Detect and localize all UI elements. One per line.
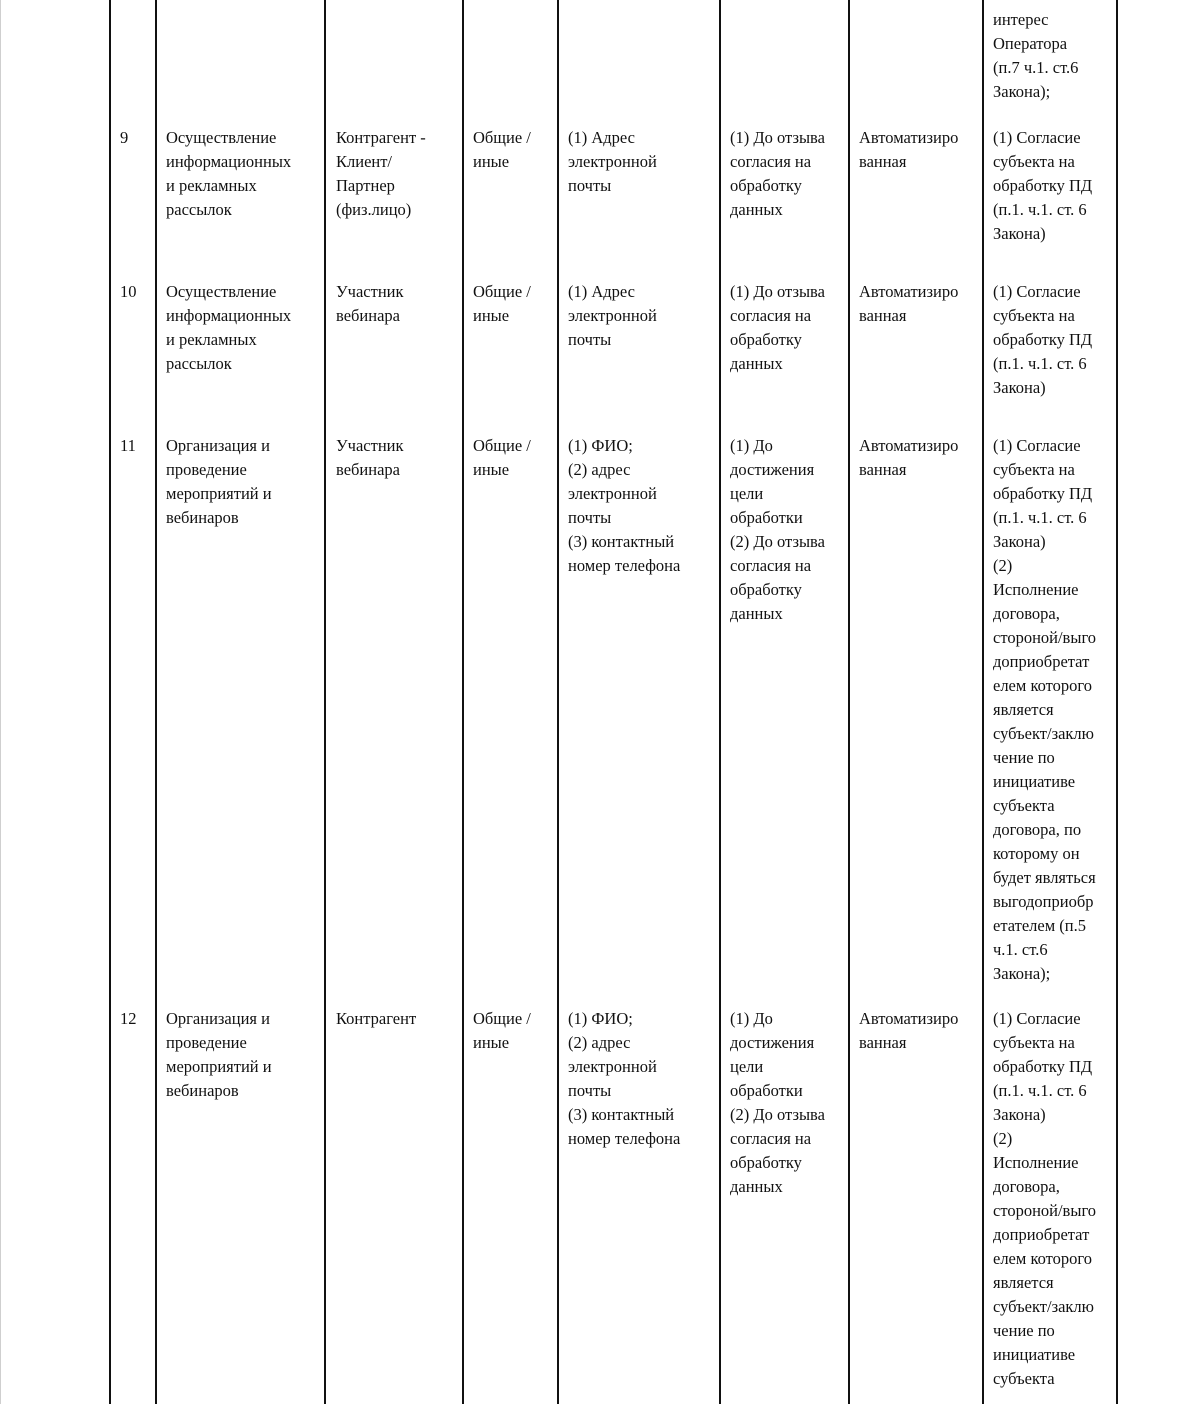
method-cell: Автоматизиро ванная xyxy=(859,436,959,479)
column-rule xyxy=(719,0,721,1404)
subject-cell: Контрагент xyxy=(336,1009,417,1028)
method-cell: Автоматизиро ванная xyxy=(859,282,959,325)
row-number: 9 xyxy=(120,128,129,147)
term-cell: (1) До отзыва согласия на обработку данных xyxy=(730,282,825,373)
purpose-cell: Организация и проведение мероприятий и вебинаров xyxy=(166,1009,272,1100)
method-cell: Автоматизиро ванная xyxy=(859,1009,959,1052)
legal-basis-cell: (1) Согласие субъекта на обработку ПД (п.1. ч.1. ст. 6 Закона) xyxy=(993,128,1093,243)
column-rule xyxy=(1116,0,1118,1404)
purpose-cell: Осуществление информационных и рекламных рассылок xyxy=(166,282,292,373)
method-cell: Автоматизиро ванная xyxy=(859,128,959,171)
subject-cell: Участник вебинара xyxy=(336,282,404,325)
category-cell: Общие / иные xyxy=(473,128,531,171)
row-number: 12 xyxy=(120,1009,137,1028)
column-rule xyxy=(848,0,850,1404)
row-number: 10 xyxy=(120,282,137,301)
data-list-cell: (1) ФИО; (2) адрес электронной почты (3) контактный номер телефона xyxy=(568,436,681,575)
column-rule xyxy=(462,0,464,1404)
legal-basis-cell: (1) Согласие субъекта на обработку ПД (п.1. ч.1. ст. 6 Закона) (2) Исполнение договора, стороной/выго доприобретат елем которого является субъект/заклю чение по инициативе субъекта xyxy=(993,1009,1097,1388)
page-left-edge xyxy=(0,0,1,1404)
category-cell: Общие / иные xyxy=(473,282,531,325)
data-list-cell: (1) Адрес электронной почты xyxy=(568,128,657,195)
column-rule xyxy=(557,0,559,1404)
data-list-cell: (1) ФИО; (2) адрес электронной почты (3) контактный номер телефона xyxy=(568,1009,681,1148)
column-rule xyxy=(155,0,157,1404)
term-cell: (1) До достижения цели обработки (2) До отзыва согласия на обработку данных xyxy=(730,436,825,623)
legal-basis-cell: интерес Оператора (п.7 ч.1. ст.6 Закона); xyxy=(993,10,1079,101)
purpose-cell: Осуществление информационных и рекламных рассылок xyxy=(166,128,292,219)
row-number: 11 xyxy=(120,436,136,455)
subject-cell: Участник вебинара xyxy=(336,436,404,479)
category-cell: Общие / иные xyxy=(473,436,531,479)
data-list-cell: (1) Адрес электронной почты xyxy=(568,282,657,349)
term-cell: (1) До достижения цели обработки (2) До отзыва согласия на обработку данных xyxy=(730,1009,825,1196)
legal-basis-cell: (1) Согласие субъекта на обработку ПД (п.1. ч.1. ст. 6 Закона) (2) Исполнение договора, стороной/выго доприобретат елем которого является субъект/заклю чение по инициативе субъекта договора, по которому он будет являться выгодоприобр етателем (п.5 ч.1. ст.6 Закона); xyxy=(993,436,1097,983)
category-cell: Общие / иные xyxy=(473,1009,531,1052)
purpose-cell: Организация и проведение мероприятий и вебинаров xyxy=(166,436,272,527)
subject-cell: Контрагент - Клиент/ Партнер (физ.лицо) xyxy=(336,128,426,219)
term-cell: (1) До отзыва согласия на обработку данных xyxy=(730,128,825,219)
legal-basis-cell: (1) Согласие субъекта на обработку ПД (п.1. ч.1. ст. 6 Закона) xyxy=(993,282,1093,397)
column-rule xyxy=(109,0,111,1404)
column-rule xyxy=(982,0,984,1404)
column-rule xyxy=(324,0,326,1404)
